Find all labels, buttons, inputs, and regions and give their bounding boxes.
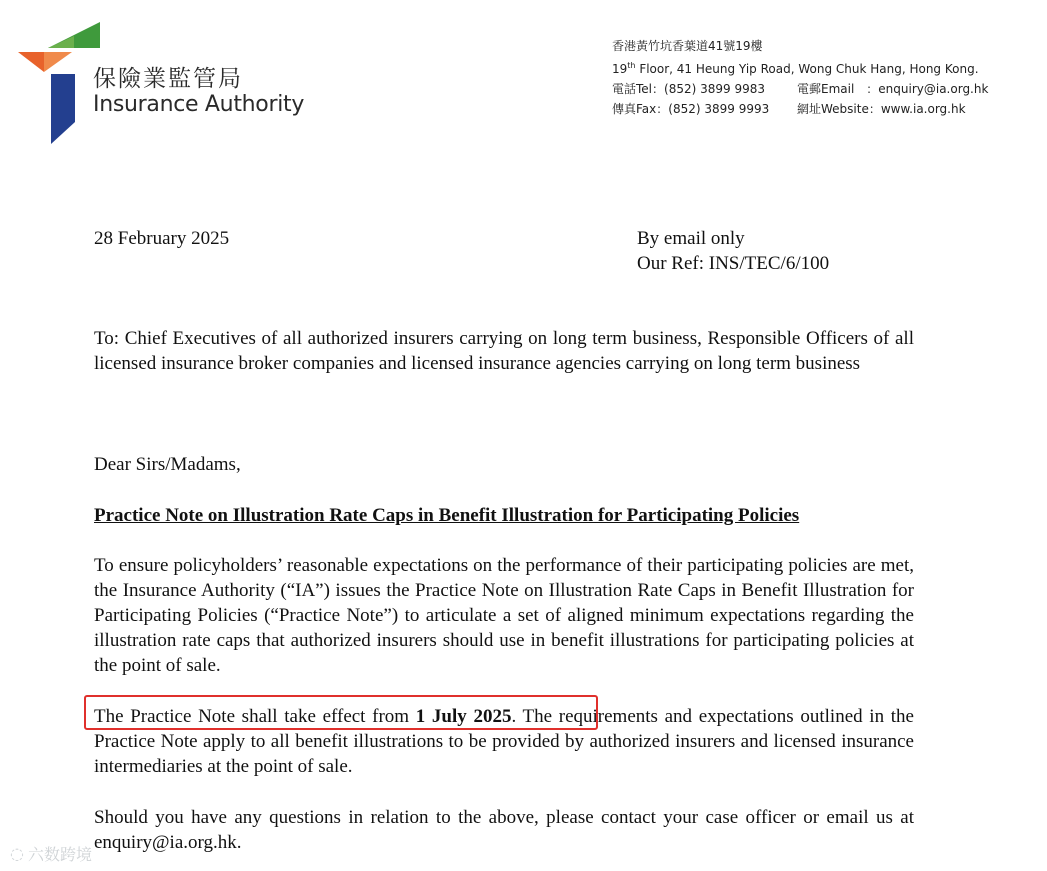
org-name-chinese: 保險業監管局 — [93, 66, 243, 92]
org-name — [93, 66, 304, 118]
delivery-method: By email only — [637, 228, 745, 249]
letter-date: 28 February 2025 — [94, 228, 230, 249]
subject-line: Practice Note on Illustration Rate Caps in Benefit Illustration for Participating Policies — [94, 505, 800, 526]
effective-date: 1 July 2025 — [415, 706, 512, 727]
watermark — [10, 842, 92, 865]
fax: 傳真Fax：(852) 3899 9993 — [612, 102, 770, 116]
paragraph-purpose: To ensure policyholders’ reasonable expectations on the performance of their participating policies are met, the Insurance Authority (“IA”) issues the Practice Note on Illustration Rate Caps in Benefit Illustration for Participating Policies (“Practice Note”) to articulate a set of aligned minimum expectations regarding the illustration rate caps that authorized insurers should use in benefit illustrations for participating policies at the point of sale. — [94, 555, 914, 676]
letter-meta — [637, 226, 829, 276]
recipients: To: Chief Executives of all authorized insurers carrying on long term business, Responsible Officers of all licensed insurance broker companies and licensed insurance agencies carrying on long term business — [94, 328, 914, 374]
paragraph-contact: Should you have any questions in relation to the above, please contact your case officer or email us at enquiry@ia.org.hk. — [94, 807, 914, 853]
reference-number: Our Ref: INS/TEC/6/100 — [637, 253, 830, 274]
telephone: 電話Tel：(852) 3899 9983 — [612, 82, 765, 96]
contact-row-1 — [612, 79, 989, 99]
salutation: Dear Sirs/Madams, — [94, 454, 241, 475]
website: 網址Website：www.ia.org.hk — [797, 102, 966, 116]
contact-block — [612, 36, 989, 119]
highlight-annotation-box — [84, 695, 598, 730]
address-english: 19th Floor, 41 Heung Yip Road, Wong Chuk Hang, Hong Kong. — [612, 61, 979, 76]
insurance-authority-logo — [14, 22, 104, 146]
contact-row-2 — [612, 99, 979, 119]
paragraph-effective-date: The Practice Note shall take effect from 1 July 2025. The requirements and expectations outlined in the Practice Note apply to all benefit illustrations to be provided by authorized insurers and licensed insurance intermediaries at the point of sale. — [94, 706, 914, 777]
watermark-text: 六数跨境 — [27, 845, 92, 864]
org-name-english: Insurance Authority — [93, 92, 305, 117]
email-contact: 電郵Email ：enquiry@ia.org.hk — [797, 82, 989, 96]
address-chinese: 香港黃竹坑香葉道41號19樓 — [612, 39, 763, 53]
chat-bubble-icon: ◌ — [10, 844, 24, 863]
